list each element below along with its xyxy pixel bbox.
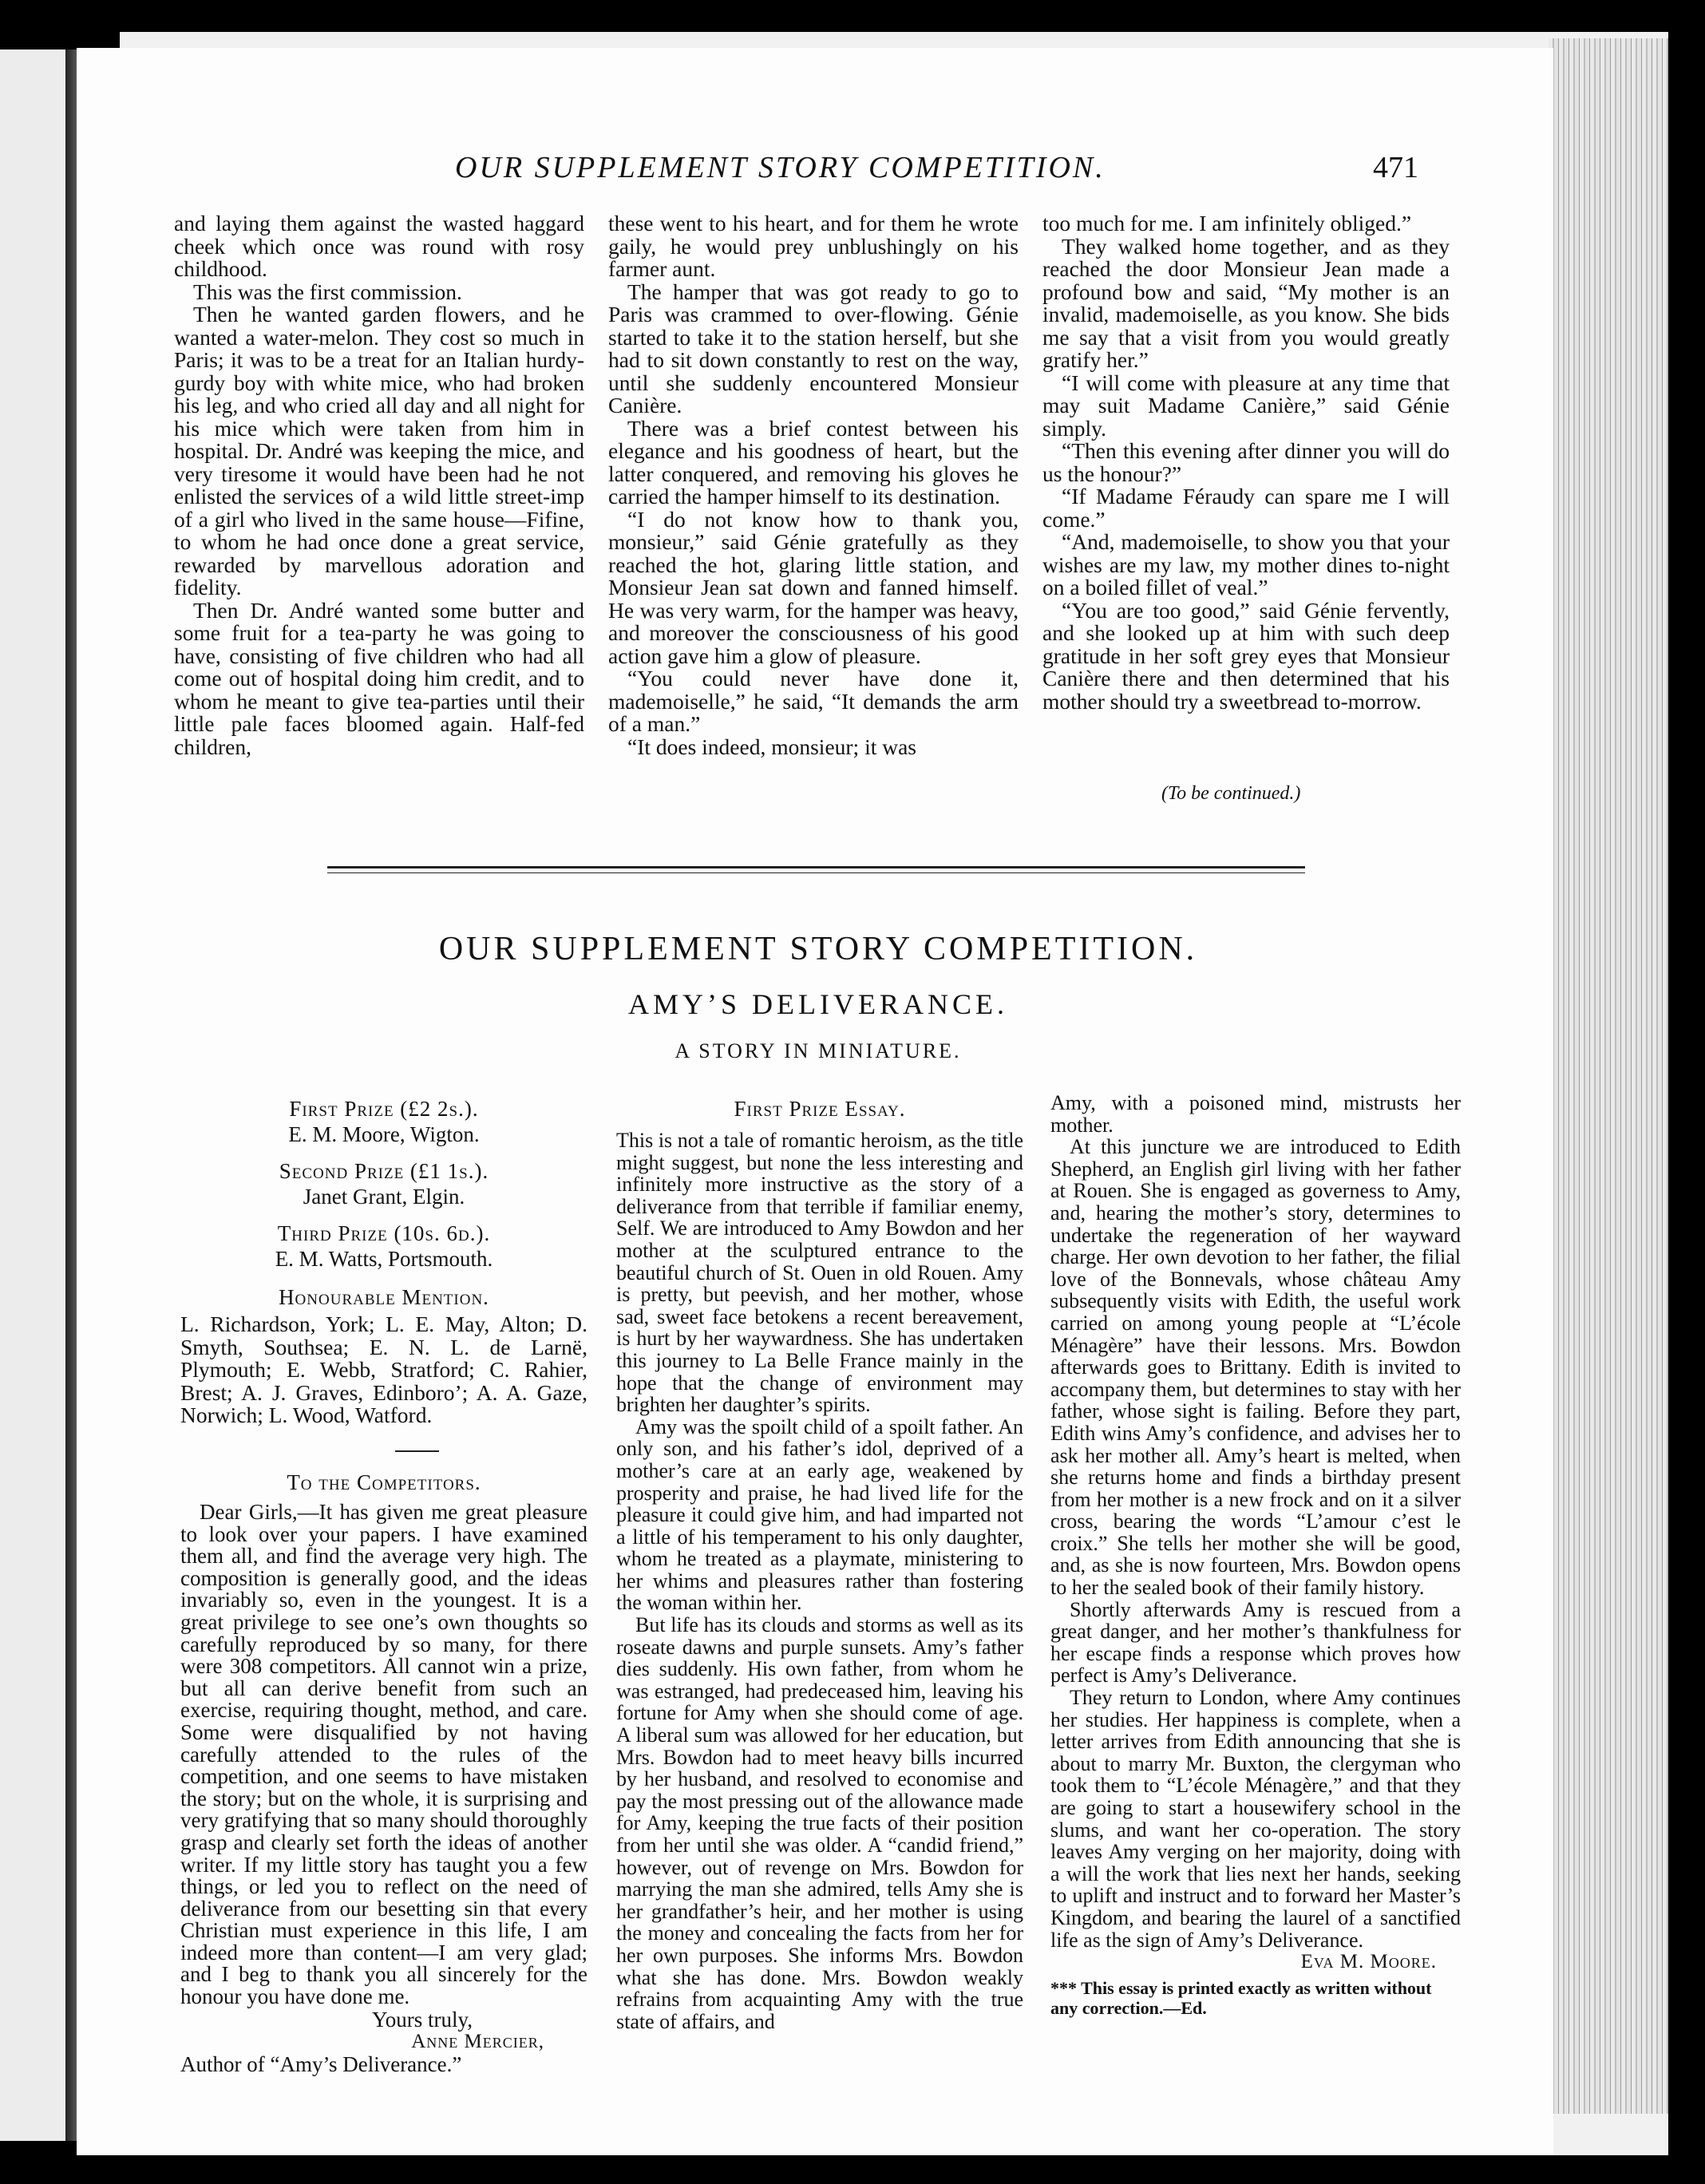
competition-title: OUR SUPPLEMENT STORY COMPETITION. [438, 931, 1198, 967]
third-prize-label: Third Prize (10s. 6d.). [277, 1221, 491, 1245]
paragraph: “And, mademoiselle, to show you that your wishes are my law, my mother dines to-night on a boiled fillet of veal.” [1042, 529, 1450, 599]
honourable-mention-names: L. Richardson, York; L. E. May, Alton; D. Smyth, Southsea; E. N. L. de Larnë, Plymouth; E. Webb, Stratford; C. Rahier, Brest; A. J. Graves, Edinboro’; A. A. Gaze, Norwich; L. Wood, Watford. [180, 1312, 587, 1427]
paragraph: “You are too good,” said Génie fervently, and she looked up at him with such deep gratitude in her soft grey eyes that Monsieur Canière there and then determined that his mother should try a sweetbread to-morrow. [1042, 597, 1450, 714]
story-column-1 [174, 212, 584, 758]
paragraph: “If Madame Féraudy can spare me I will come.” [1042, 484, 1450, 532]
honourable-mention-label: Honourable Mention. [279, 1285, 489, 1309]
story-subtitle: A STORY IN MINIATURE. [674, 1039, 962, 1062]
paragraph: these went to his heart, and for them he wrote gaily, he would prey unblushingly on his farmer aunt. [608, 211, 1019, 281]
running-title: OUR SUPPLEMENT STORY COMPETITION. [455, 151, 1106, 184]
paragraph: “You could never have done it, mademoiselle,” he said, “It demands the arm of a man.” [608, 666, 1019, 736]
story-column-2 [608, 212, 1019, 758]
second-prize-winner: Janet Grant, Elgin. [303, 1185, 465, 1209]
story-title: AMY’S DELIVERANCE. [628, 988, 1008, 1020]
first-prize-winner: E. M. Moore, Wigton. [288, 1122, 480, 1146]
facing-page-edge [0, 49, 65, 2141]
essay-signature: Eva M. Moore. [1300, 1951, 1437, 1973]
paragraph: “It does indeed, monsieur; it was [627, 734, 916, 759]
story-column-3 [1042, 212, 1450, 713]
essay-column-3 [1050, 1092, 1461, 2018]
paragraph: This is not a tale of romantic heroism, as the title might suggest, but none the less interesting and infinitely more instructive as the story of a deliverance from that terrible if familiar enemy, Self. We are introduced to Amy Bowdon and her mother at the sculptured entrance to the beautiful church of St. Ouen in old Rouen. Amy is pretty, but peevish, and her mother, whose sad, sweet face betokens a recent bereavement, is hurt by her waywardness. She has undertaken this journey to La Belle France mainly in the hope that the change of environment may brighten her daughter’s spirits. [616, 1129, 1023, 1417]
page-edges [1549, 38, 1668, 2114]
section-divider [327, 866, 1305, 868]
paragraph: Then Dr. André wanted some butter and some fruit for a tea-party he was going to have, consisting of five children who had all come out of hospital doing him credit, and to whom he meant to give tea-parties until their little pale faces bloomed again. Half-fed children, [174, 597, 584, 759]
paragraph: The hamper that was got ready to go to Paris was crammed to over-flowing. Génie started to take it to the station herself, but she had to sit down constantly to rest on the way, until she suddenly encountered Monsieur Canière. [608, 279, 1019, 417]
letter-column [180, 1470, 587, 2075]
paragraph: Shortly afterwards Amy is rescued from a great danger, and her mother’s thankfulness for her escape finds a response which proves how perfect is Amy’s Deliverance. [1050, 1597, 1461, 1687]
paragraph: Then he wanted garden flowers, and he wanted a water-melon. They cost so much in Paris; it was to be a treat for an Italian hurdy-gurdy boy with white mice, who had broken his leg, and who cried all day and all night for his mice which were taken from him in hospital. Dr. André was keeping the mice, and very tiresome it would have been had he not enlisted the services of a wild little street-imp of a girl who lived in the same house—Fifine, to whom he had once done a great service, rewarded by marvellous adoration and fidelity. [174, 302, 584, 599]
first-prize-label: First Prize (£2 2s.). [289, 1097, 479, 1121]
paragraph: Amy, with a poisoned mind, mistrusts her mother. [1050, 1091, 1461, 1137]
paragraph: There was a brief contest between his elegance and his goodness of heart, but the latter conquered, and removing his gloves he carried the hamper himself to its destination. [608, 415, 1019, 508]
letter-signature-title: Author of “Amy’s Deliverance.” [180, 2051, 462, 2076]
letter-closing: Yours truly, [372, 2007, 473, 2032]
paragraph: But life has its clouds and storms as well as its roseate dawns and purple sunsets. Amy’s father dies suddenly. His own father, from whom he was estranged, had predeceased him, leaving his fortune for Amy when she should come of age. A liberal sum was allowed for her education, but Mrs. Bowdon had to meet heavy bills incurred by her husband, and resolved to economise and pay the most pressing out of the allowance made for Amy, keeping the true facts of their position from her until she was older. A “candid friend,” however, out of revenge on Mrs. Bowdon for marrying the man she admired, tells Amy she is her grandfather’s heir, and her mother is using the money and concealing the facts from her for her own purposes. She informs Mrs. Bowdon what she has done. Mrs. Bowdon weakly refrains from acquainting Amy with the true state of affairs, and [616, 1613, 1023, 2033]
editor-note: *** This essay is printed exactly as written without any correction.—Ed. [1050, 1978, 1432, 2019]
paragraph: “Then this evening after dinner you will do us the honour?” [1042, 438, 1450, 486]
short-divider [395, 1450, 439, 1452]
essay-heading: First Prize Essay. [734, 1097, 906, 1121]
third-prize-winner: E. M. Watts, Portsmouth. [275, 1247, 493, 1271]
paragraph: too much for me. I am infinitely obliged.” [1042, 211, 1412, 235]
paragraph: and laying them against the wasted haggard cheek which once was round with rosy childhood. [174, 211, 584, 281]
essay-column-2 [616, 1096, 1023, 2032]
to-be-continued: (To be continued.) [1161, 783, 1301, 804]
paragraph: They return to London, where Amy continues her studies. Her happiness is complete, when a letter arrives from Edith announcing that she is about to marry Mr. Buxton, the clergyman who took them to “L’école Ménagère,” and that they are going to start a housewifery school in the slums, and want her co-operation. The story leaves Amy verging on her majority, doing with a will the work that lies next her hands, seeking to uplift and instruct and to forward her Master’s Kingdom, and bearing the laurel of a sanctified life as the sign of Amy’s Deliverance. [1050, 1686, 1461, 1952]
paragraph: This was the first commission. [193, 279, 462, 304]
page-number: 471 [1373, 151, 1418, 184]
paragraph: “I do not know how to thank you, monsieur,” said Génie gratefully as they reached the hot, glaring little station, and Monsieur Jean sat down and fanned himself. He was very warm, for the hamper was heavy, and moreover the consciousness of his good action gave him a glow of pleasure. [608, 506, 1019, 668]
paragraph: “I will come with pleasure at any time that may suit Madame Canière,” said Génie simply. [1042, 370, 1450, 441]
paragraph: At this juncture we are introduced to Edith Shepherd, an English girl living with her father at Rouen. She is engaged as governess to Amy, and, hearing the mother’s story, determines to undertake the regeneration of her wayward charge. Her own devotion to her father, the filial love of the Bonnevals, whose château Amy subsequently visits with Edith, the useful work carried on among young people at “L’école Ménagère” have their lessons. Mrs. Bowdon afterwards goes to Brittany. Edith is invited to accompany them, but determines to stay with her father, whose sight is failing. Before they part, Edith wins Amy’s confidence, and advises her to ask her mother all. Amy’s heart is melted, when she returns home and finds a birthday present from her mother is a new frock and on it a silver cross, bearing the words “L’amour c’est le croix.” She tells her mother she will be good, and, as she is now fourteen, Mrs. Bowdon opens to her the sealed book of their family history. [1050, 1135, 1461, 1600]
paragraph: Amy was the spoilt child of a spoilt father. An only son, and his father’s idol, deprived of a mother’s care at an early age, weakened by prosperity and praise, he had lived life for the pleasure it could give him, and had imparted not a little of his temperament to his only daughter, whom he treated as a playmate, ministering to her whims and pleasures rather than fostering the woman within her. [616, 1414, 1023, 1615]
section-divider-thin [327, 872, 1305, 873]
second-prize-label: Second Prize (£1 1s.). [279, 1159, 489, 1183]
paragraph: They walked home together, and as they reached the door Monsieur Jean made a profound bow and said, “My mother is an invalid, mademoiselle, as you know. She bids me say that a visit from you would greatly gratify her.” [1042, 233, 1450, 372]
letter-signature: Anne Mercier, [411, 2030, 544, 2052]
to-competitors-heading: To the Competitors. [287, 1470, 481, 1494]
prizes-column [180, 1096, 587, 1427]
letter-body: Dear Girls,—It has given me great pleasure to look over your papers. I have examined them all, and find the average very high. The composition is generally good, and the ideas invariably so, even in the youngest. It is a great privilege to see one’s own thoughts so carefully reproduced by so many, for there were 308 competitors. All cannot win a prize, but all can derive benefit from such an exercise, requiring thought, method, and care. Some were disqualified by not having carefully attended to the rules of the competition, and one seems to have mistaken the story; but on the whole, it is surprising and very gratifying that so many should thoroughly grasp and clearly set forth the ideas of another writer. If my little story has taught you a few things, or led you to reflect on the need of deliverance from our besetting sin that every Christian must experience in this life, I am indeed more than content—I am very glad; and I beg to thank you all sincerely for the honour you have done me. [180, 1500, 587, 2009]
